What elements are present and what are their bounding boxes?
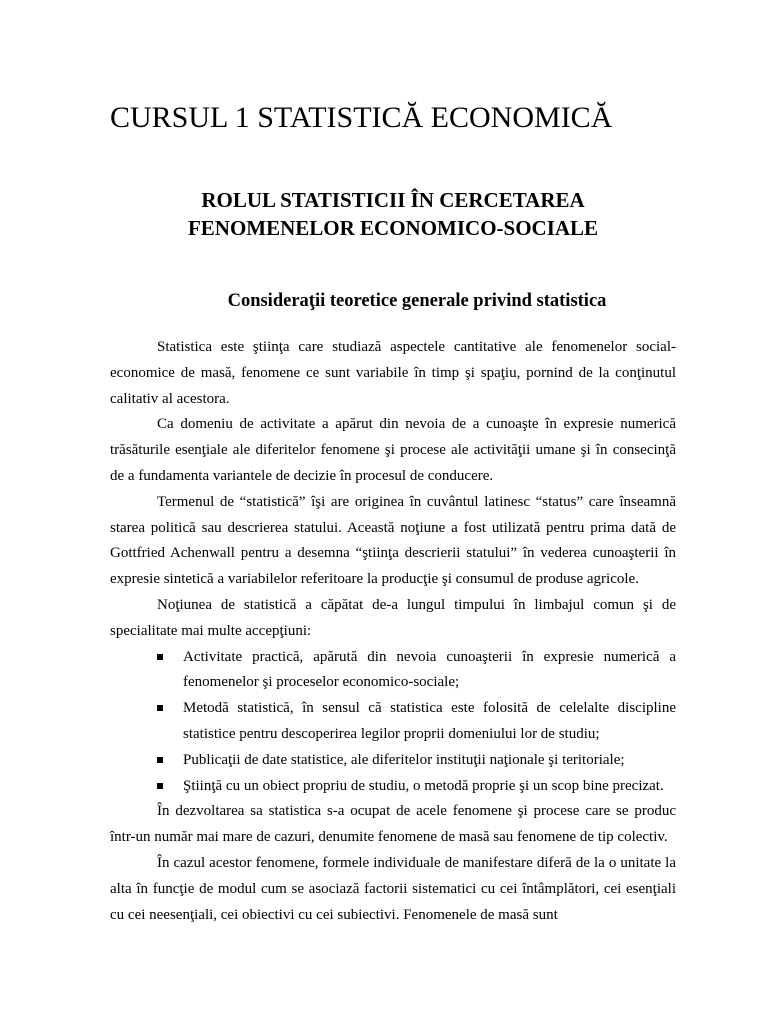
list-item-text: Ştiinţă cu un obiect propriu de studiu, o metodă proprie şi un scop bine precizat. <box>183 777 664 794</box>
course-title: CURSUL 1 STATISTICĂ ECONOMICĂ <box>110 101 613 134</box>
paragraph-term-etymology: Termenul de “statistică” îşi are originea în cuvântul latinesc “status” care înseamnă starea politică sau descrierea statului. Această noţiune a fost utilizată pentru prima dată de Gottfried Achenwall pentru a desemna “ştiinţa descrierii statului” în vederea cunoaşterii în expresie sintetică a variabilelor referitoare la producţie şi consumul de produse agricole. <box>110 493 676 588</box>
square-bullet-icon <box>157 757 163 763</box>
square-bullet-icon <box>157 783 163 789</box>
paragraph-origin-activity: Ca domeniu de activitate a apărut din nevoia de a cunoaşte în expresie numerică trăsăturile esenţiale ale diferitelor fenomene şi procese ale activităţii umane şi în consecinţă de a fundamenta variantele de decizie în procesul de conducere. <box>110 416 676 484</box>
list-item <box>183 645 676 697</box>
list-item-text: Publicaţii de date statistice, ale diferitelor instituţii naţionale şi teritoriale; <box>183 751 625 768</box>
square-bullet-icon <box>157 654 163 660</box>
paragraph-mass-phenomena: În dezvoltarea sa statistica s-a ocupat de acele fenomene şi procese care se produc într-un număr mai mare de cazuri, denumite fenomene de masă sau fenomene de tip colectiv. <box>110 803 676 846</box>
chapter-title <box>0 186 768 242</box>
list-item <box>183 748 676 774</box>
list-item <box>183 774 676 800</box>
paragraph-individual-forms: În cazul acestor fenomene, formele individuale de manifestare diferă de la o unitate la alta în funcţie de modul cum se asociază factorii sistematici cu cei întâmplători, cei esenţiali cu cei neesenţiali, cei obiectivi cu cei subiectivi. Fenomenele de masă sunt <box>110 854 676 923</box>
meanings-list <box>110 645 676 800</box>
chapter-title-line-2: FENOMENELOR ECONOMICO-SOCIALE <box>187 216 599 240</box>
section-heading: Consideraţii teoretice generale privind statistica <box>227 291 607 311</box>
chapter-title-line-1: ROLUL STATISTICII ÎN CERCETAREA <box>201 188 585 212</box>
paragraph-definition: Statistica este ştiinţa care studiază aspectele cantitative ale fenomenelor social-economice de masă, fenomene ce sunt variabile în timp şi spaţiu, pornind de la conţinutul calitativ al acestora. <box>110 339 676 407</box>
square-bullet-icon <box>157 705 163 711</box>
list-item-text: Metodă statistică, în sensul că statistica este folosită de celelalte discipline statistice pentru descoperirea legilor proprii domeniului lor de studiu; <box>183 700 676 742</box>
paragraph-meanings-intro: Noţiunea de statistică a căpătat de-a lungul timpului în limbajul comun şi de specialitate mai multe accepţiuni: <box>110 596 676 639</box>
list-item <box>183 696 676 748</box>
body-text <box>110 335 676 928</box>
list-item-text: Activitate practică, apărută din nevoia cunoaşterii în expresie numerică a fenomenelor şi proceselor economico-sociale; <box>183 648 676 691</box>
